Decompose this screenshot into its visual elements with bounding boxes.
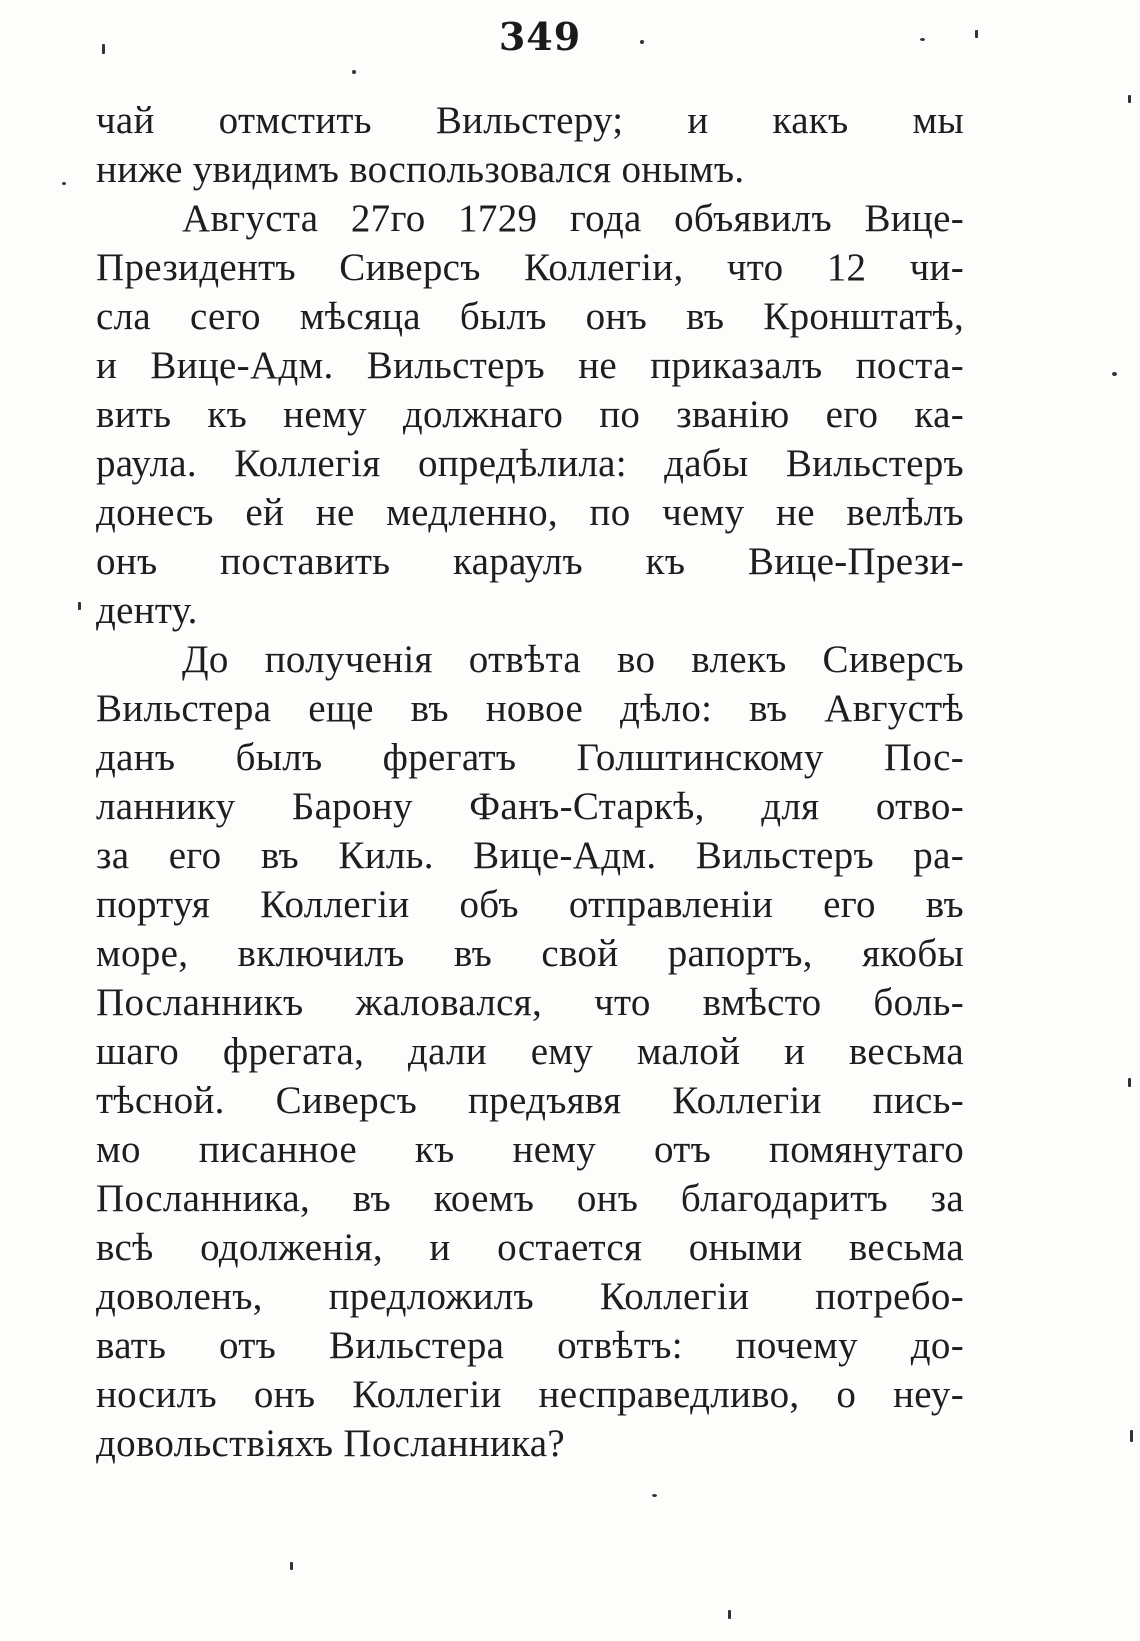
text-line: онъ поставить караулъ къ Вице-Прези-	[96, 540, 964, 583]
text-line: денту.	[96, 589, 198, 632]
text-line: данъ былъ фрегатъ Голштинскому Пос-	[96, 736, 964, 779]
text-line: носилъ онъ Коллегіи несправедливо, о неу-	[96, 1373, 964, 1416]
page-number: 349	[498, 14, 582, 59]
scan-speck	[975, 30, 978, 38]
scan-speck	[78, 602, 81, 610]
text-line: ланнику Барону Фанъ-Старкѣ, для отво-	[96, 785, 964, 828]
scan-speck	[62, 182, 66, 185]
body-text	[96, 96, 964, 1468]
scan-speck	[728, 1610, 731, 1619]
text-line: тѣсной. Сиверсъ предъявя Коллегіи пись-	[96, 1079, 964, 1122]
text-line: шаго фрегата, дали ему малой и весьма	[96, 1030, 964, 1073]
text-line: Посланникъ жаловался, что вмѣсто боль-	[96, 981, 964, 1024]
text-line: Августа 27го 1729 года объявилъ Вице-	[182, 197, 964, 240]
scan-speck	[652, 1494, 657, 1497]
text-line: за его въ Киль. Вице-Адм. Вильстеръ ра-	[96, 834, 964, 877]
text-line: вать отъ Вильстера отвѣтъ: почему до-	[96, 1324, 964, 1367]
text-line: донесъ ей не медленно, по чему не велѣлъ	[96, 491, 964, 534]
scan-speck	[1112, 372, 1117, 376]
text-line: море, включилъ въ свой рапортъ, якобы	[96, 932, 964, 975]
scan-speck	[1128, 95, 1131, 103]
scan-speck	[102, 44, 105, 54]
text-line: Президентъ Сиверсъ Коллегіи, что 12 чи-	[96, 246, 964, 289]
paragraph	[96, 635, 964, 1468]
text-line: сла сего мѣсяца былъ онъ въ Кронштатѣ,	[96, 295, 964, 338]
text-line: ниже увидимъ воспользовался онымъ.	[96, 148, 745, 191]
text-line: и Вице-Адм. Вильстеръ не приказалъ поста-	[96, 344, 964, 387]
text-line: мо писанное къ нему отъ помянутаго	[96, 1128, 964, 1171]
scan-speck	[1128, 1078, 1131, 1087]
text-line: доволенъ, предложилъ Коллегіи потребо-	[96, 1275, 964, 1318]
text-line: всѣ одолженія, и остается оными весьма	[96, 1226, 964, 1269]
text-line: вить къ нему должнаго по званію его ка-	[96, 393, 964, 436]
scan-speck	[352, 70, 356, 74]
scan-speck	[290, 1562, 293, 1570]
text-line: Посланника, въ коемъ онъ благодаритъ за	[96, 1177, 964, 1220]
text-line: довольствіяхъ Посланника?	[96, 1422, 566, 1465]
text-line: портуя Коллегіи объ отправленіи его въ	[96, 883, 964, 926]
paragraph	[96, 96, 964, 194]
text-line: Вильстера еще въ новое дѣло: въ Августѣ	[96, 687, 964, 730]
scan-speck	[920, 38, 925, 41]
text-line: чай отмстить Вильстеру; и какъ мы	[96, 99, 964, 142]
paragraph	[96, 194, 964, 635]
text-line: До полученія отвѣта во влекъ Сиверсъ	[182, 638, 964, 681]
text-line: раула. Коллегія опредѣлила: дабы Вильстеръ	[96, 442, 964, 485]
scan-speck	[1130, 1430, 1133, 1442]
scan-speck	[640, 40, 644, 44]
